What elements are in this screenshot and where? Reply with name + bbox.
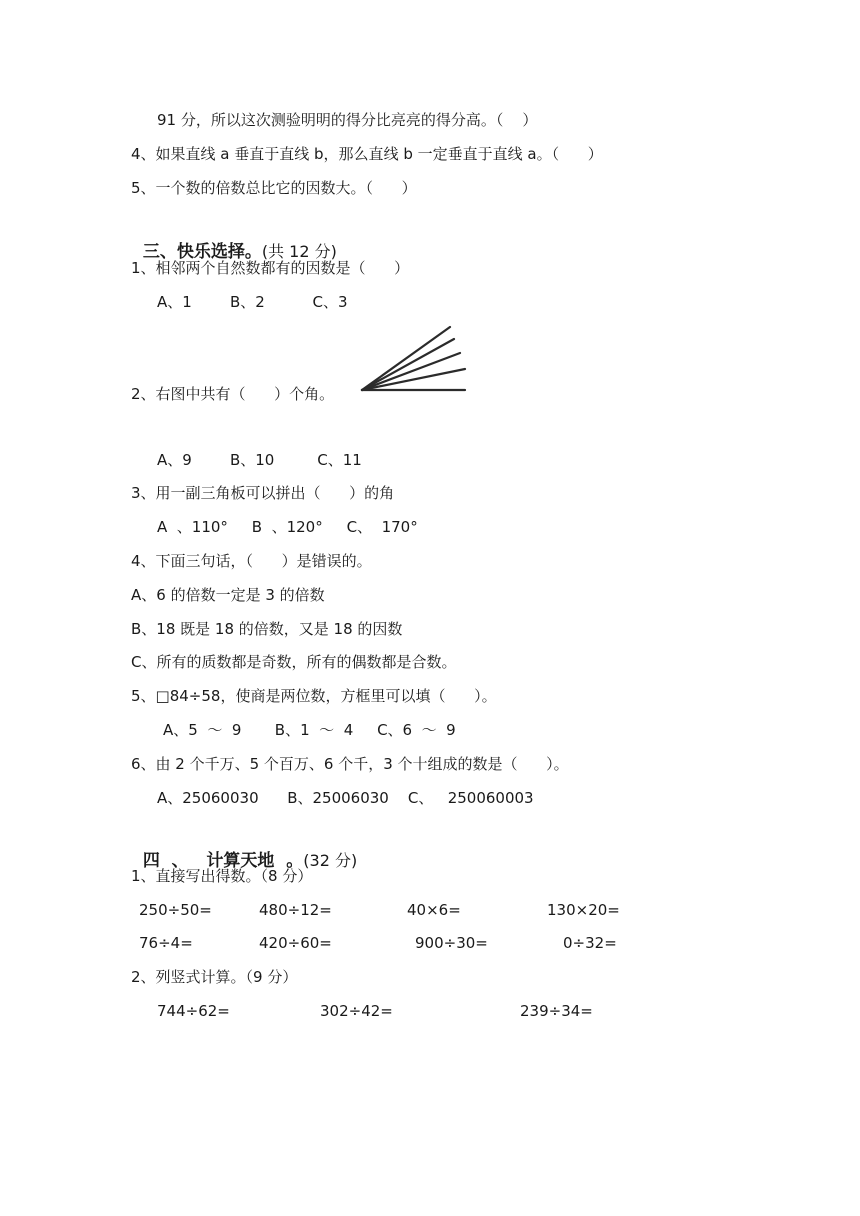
calc-item: 420÷60=: [259, 934, 332, 952]
choice-q5: 5、□84÷58，使商是两位数，方框里可以填（ ）。: [131, 687, 497, 705]
choice-q3-options: A 、110° B 、120° C、 170°: [157, 518, 418, 536]
choice-q5-options: A、5 ～ 9 B、1 ～ 4 C、6 ～ 9: [163, 721, 456, 739]
choice-q4: 4、下面三句话，（ ）是错误的。: [131, 552, 372, 570]
choice-q6-options: A、25060030 B、25006030 C、 250060003: [157, 789, 534, 807]
judge-q3-continuation: 91 分，所以这次测验明明的得分比亮亮的得分高。（ ）: [157, 111, 538, 129]
choice-q1-options: A、1 B、2 C、3: [157, 293, 348, 311]
vertical-calc-item: 302÷42=: [320, 1002, 393, 1020]
calc-item: 130×20=: [547, 901, 620, 919]
judge-q4: 4、如果直线 a 垂直于直线 b，那么直线 b 一定垂直于直线 a。（ ）: [131, 145, 603, 163]
calc-q1: 1、直接写出得数。（8 分）: [131, 867, 313, 885]
calc-item: 900÷30=: [415, 934, 488, 952]
choice-q1: 1、相邻两个自然数都有的因数是（ ）: [131, 259, 410, 277]
calc-item: 480÷12=: [259, 901, 332, 919]
section4-points: (32 分): [303, 851, 358, 870]
calc-item: 76÷4=: [139, 934, 193, 952]
vertical-calc-item: 744÷62=: [157, 1002, 230, 1020]
choice-q6: 6、由 2 个千万、5 个百万、6 个千，3 个十组成的数是（ ）。: [131, 755, 569, 773]
angle-rays-figure: [358, 322, 470, 396]
choice-q3: 3、用一副三角板可以拼出（ ）的角: [131, 484, 395, 502]
section3-points: (共 12 分): [261, 242, 337, 261]
choice-q4-statement-a: A、6 的倍数一定是 3 的倍数: [131, 586, 325, 604]
ray-3: [362, 353, 460, 390]
choice-q4-statement-c: C、所有的质数都是奇数，所有的偶数都是合数。: [131, 653, 457, 671]
judge-q5: 5、一个数的倍数总比它的因数大。（ ）: [131, 179, 417, 197]
section4-title: 四 、 计算天地 。: [142, 851, 304, 871]
vertical-calc-item: 239÷34=: [520, 1002, 593, 1020]
choice-q2-options: A、9 B、10 C、11: [157, 451, 362, 469]
calc-item: 250÷50=: [139, 901, 212, 919]
section3-title: 三、快乐选择。: [142, 242, 262, 262]
section3-heading: [131, 219, 337, 263]
calc-item: 0÷32=: [563, 934, 617, 952]
ray-2: [362, 339, 454, 390]
calc-q2: 2、列竖式计算。（9 分）: [131, 968, 298, 986]
choice-q4-statement-b: B、18 既是 18 的倍数，又是 18 的因数: [131, 620, 403, 638]
choice-q2: 2、右图中共有（ ）个角。: [131, 385, 335, 403]
calc-item: 40×6=: [407, 901, 461, 919]
